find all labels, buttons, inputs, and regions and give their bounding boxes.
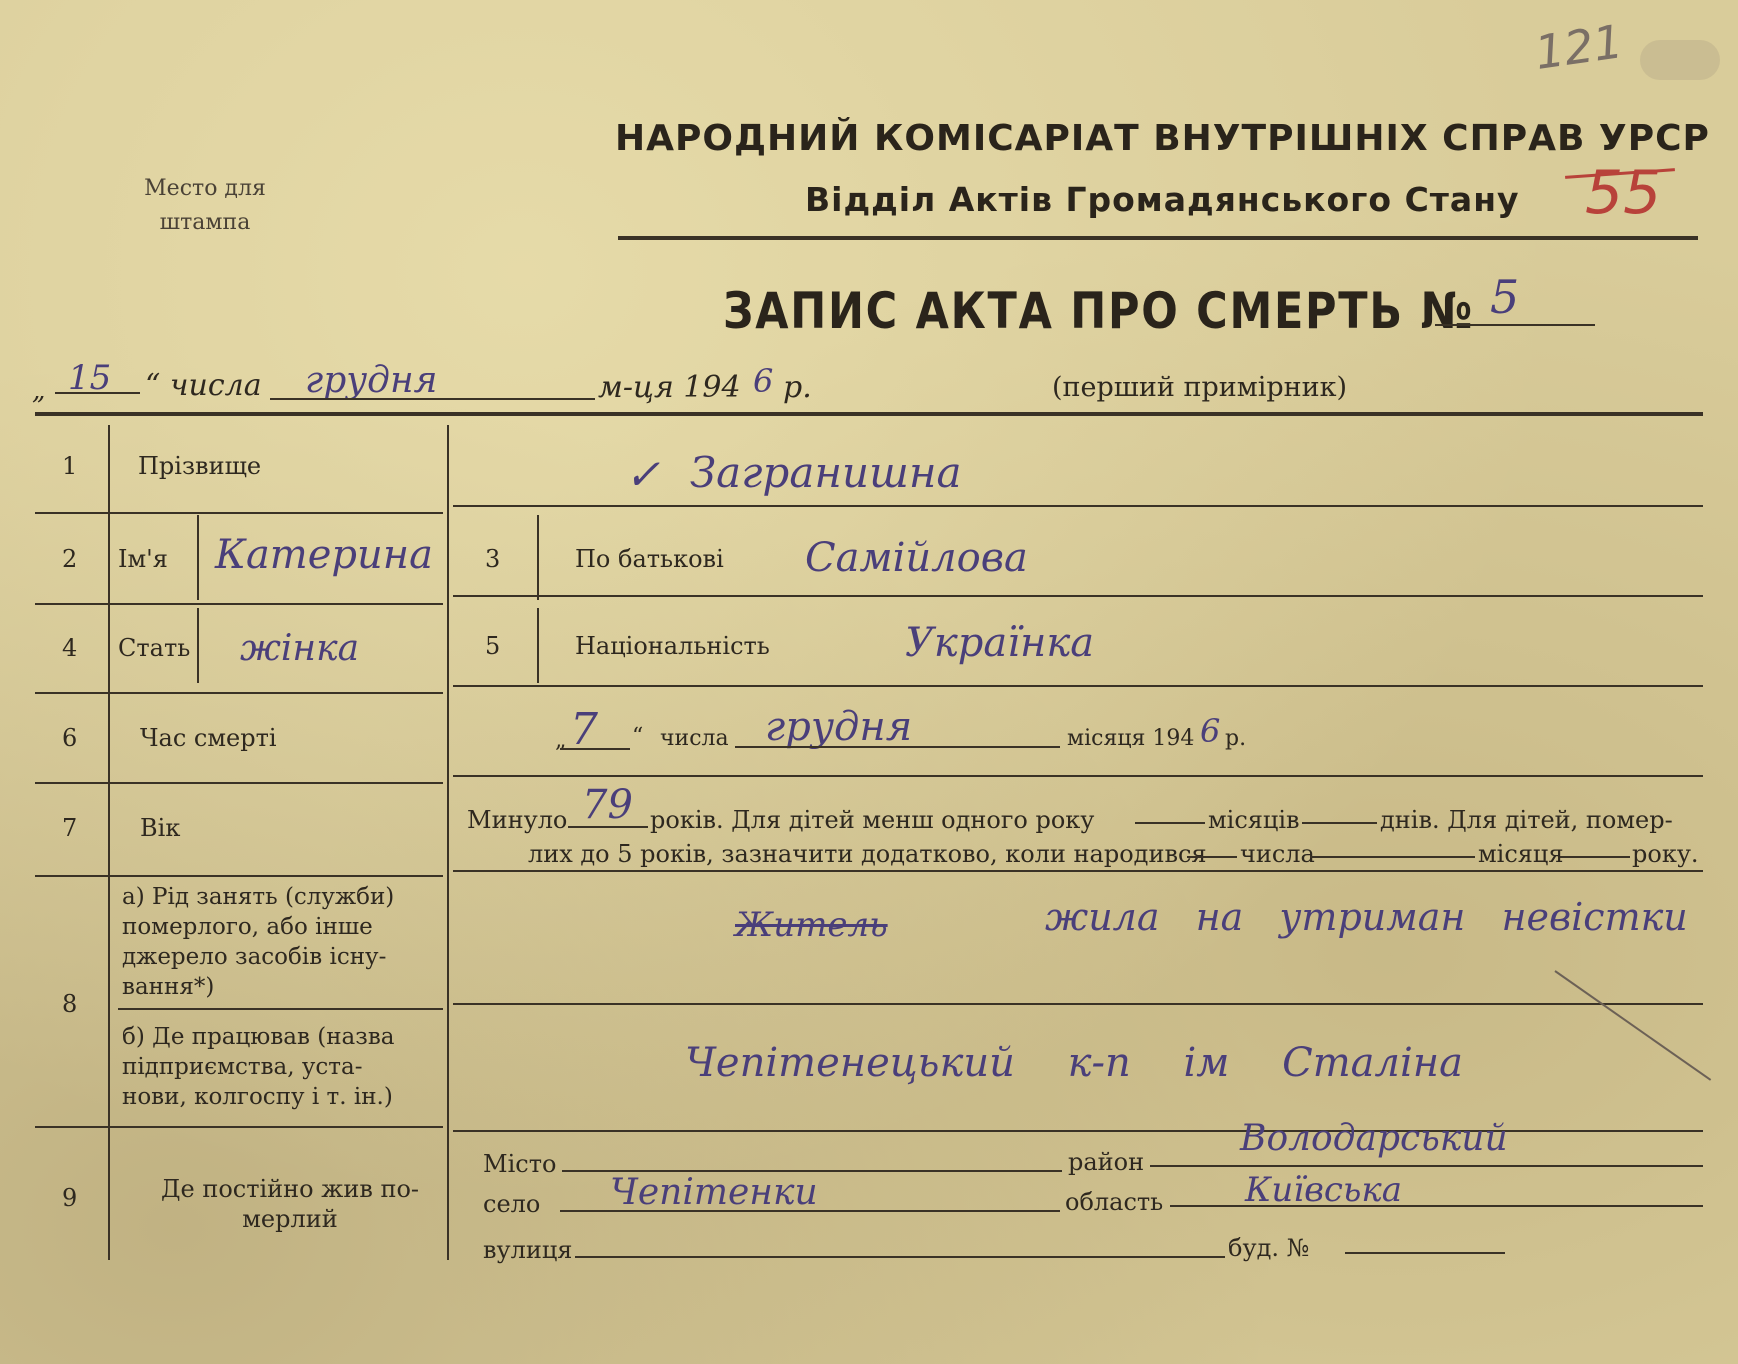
oblast-value: Київська [1245, 1170, 1403, 1210]
row-7-bottom-right [453, 870, 1703, 872]
raion-value: Володарський [1240, 1118, 1508, 1159]
age-line1-c: місяців [1208, 806, 1300, 834]
death-year-digit: 6 [1200, 712, 1221, 750]
death-r: р. [1225, 726, 1247, 751]
pencil-stroke [1554, 970, 1711, 1081]
raion-line [1150, 1165, 1703, 1167]
age-born-month-line [1310, 856, 1475, 858]
record-number: 5 [1490, 270, 1520, 324]
archive-number-smudge [1640, 40, 1720, 80]
row-8b-label: б) Де працював (назва підприємства, уста- нови, колгоспу і т. ін.) [122, 1024, 395, 1110]
row-7-label: Вік [140, 814, 181, 842]
age-line2-c: місяця [1478, 840, 1564, 868]
given-name-value: Катерина [215, 532, 433, 578]
street-label: вулиця [483, 1236, 573, 1264]
date-year-suffix: р. [783, 370, 812, 405]
row-5-number: 5 [485, 632, 501, 660]
row-7-number: 7 [62, 814, 78, 842]
age-line1-b: років. Для дітей менш одного року [650, 806, 1095, 834]
row-2-bottom-left [35, 603, 443, 605]
name-sub-divider [197, 515, 199, 600]
age-line2-b: числа [1240, 840, 1315, 868]
date-day-line [55, 392, 140, 394]
row-3-label: По батькові [575, 545, 724, 573]
row-8-bottom-right [453, 1130, 1703, 1132]
row-2-label: Ім'я [118, 545, 168, 573]
date-day-suffix: “ числа [145, 368, 262, 403]
village-value: Чепітенки [610, 1172, 818, 1213]
sex-sub-divider [197, 608, 199, 683]
occupation-struck: Житель [735, 905, 888, 945]
death-month: грудня [765, 704, 913, 750]
patronymic-value: Самійлова [805, 535, 1028, 581]
nationality-value: Українка [905, 620, 1095, 666]
row-6-number: 6 [62, 724, 78, 752]
row-8-bottom-left [35, 1126, 443, 1128]
age-line2-a: лих до 5 років, зазначити додатково, коли народився [528, 840, 1207, 868]
date-year-digit: 6 [753, 362, 774, 400]
building-line [1345, 1252, 1505, 1254]
department-title: Відділ Актів Громадянського Стану [805, 180, 1520, 219]
row-7-bottom-left [35, 875, 443, 877]
death-chysla: “ [632, 724, 644, 749]
row-8a-bottom-left [118, 1008, 443, 1010]
row-6-bottom-right [453, 775, 1703, 777]
row-6-bottom-left [35, 782, 443, 784]
checkmark: ✓ [625, 450, 661, 499]
row-9-label: Де постійно жив по- мерлий [160, 1175, 420, 1233]
record-title: ЗАПИС АКТА ПРО СМЕРТЬ № [723, 282, 1474, 340]
date-day: 15 [68, 358, 112, 398]
row-8-number: 8 [62, 990, 78, 1018]
surname-value: Загранишна [690, 448, 962, 497]
death-day: 7 [570, 704, 598, 755]
age-minulo: Минуло [467, 806, 568, 834]
row-4-bottom-left [35, 692, 443, 694]
red-number: 55 [1585, 158, 1662, 228]
building-label: буд. № [1228, 1234, 1310, 1262]
village-label: село [483, 1190, 541, 1218]
date-month-suffix: м-ця 194 [598, 370, 741, 405]
table-top-rule [35, 412, 1703, 416]
row-2-number: 2 [62, 545, 78, 573]
row-2-bottom-right [453, 595, 1703, 597]
death-day-line [560, 748, 630, 750]
occupation-value: жила на утриман невістки [1045, 895, 1688, 939]
r3-divider [537, 515, 539, 600]
record-number-line [1435, 324, 1595, 326]
row-1-bottom-left [35, 512, 443, 514]
workplace-value: Чепітенецький к-п ім Сталіна [685, 1040, 1463, 1086]
date-month: грудня [305, 360, 438, 401]
row-4-bottom-right [453, 685, 1703, 687]
village-line [560, 1210, 1060, 1212]
row-1-number: 1 [62, 452, 78, 480]
row-4-label: Стать [118, 634, 191, 662]
row-3-number: 3 [485, 545, 501, 573]
city-label: Місто [483, 1150, 557, 1178]
street-line [575, 1256, 1225, 1258]
header-rule [618, 236, 1698, 240]
age-line1-d: днів. Для дітей, помер- [1380, 806, 1673, 834]
age-line2-d: року. [1632, 840, 1699, 868]
stamp-placeholder: Место для штампа [144, 176, 266, 235]
death-chysla-label: числа [660, 726, 729, 751]
age-months-line [1135, 822, 1205, 824]
age-born-year-line [1560, 856, 1630, 858]
archive-number: 121 [1531, 14, 1627, 80]
num-column-divider [108, 425, 110, 1260]
row-1-label: Прізвище [138, 452, 262, 480]
oblast-label: область [1065, 1188, 1164, 1216]
death-misiatsia: місяця 194 [1067, 726, 1195, 751]
r5-divider [537, 608, 539, 683]
date-month-line [270, 398, 595, 400]
raion-label: район [1068, 1148, 1145, 1176]
row-9-number: 9 [62, 1184, 78, 1212]
row-8a-bottom-right [453, 1003, 1703, 1005]
age-years-line [568, 826, 648, 828]
age-days-line [1302, 822, 1377, 824]
sex-value: жінка [240, 628, 360, 669]
age-years: 79 [582, 782, 633, 828]
death-month-line [735, 746, 1060, 748]
row-8a-label: а) Рід занять (служби) померлого, або інше джерело засобів існу- вання*) [122, 884, 395, 1000]
row-4-number: 4 [62, 634, 78, 662]
row-5-label: Національність [575, 632, 770, 660]
death-open-quote: „ [555, 728, 567, 753]
ministry-title: НАРОДНИЙ КОМІСАРІАТ ВНУТРІШНІХ СПРАВ УРСР [615, 118, 1710, 159]
row-1-bottom-right [453, 505, 1703, 507]
age-born-day-line [1187, 856, 1237, 858]
oblast-line [1170, 1205, 1703, 1207]
row-6-label: Час смерті [140, 724, 277, 752]
date-open-quote: „ [32, 376, 46, 406]
copy-note: (перший примірник) [1052, 372, 1348, 403]
label-column-divider [447, 425, 449, 1260]
